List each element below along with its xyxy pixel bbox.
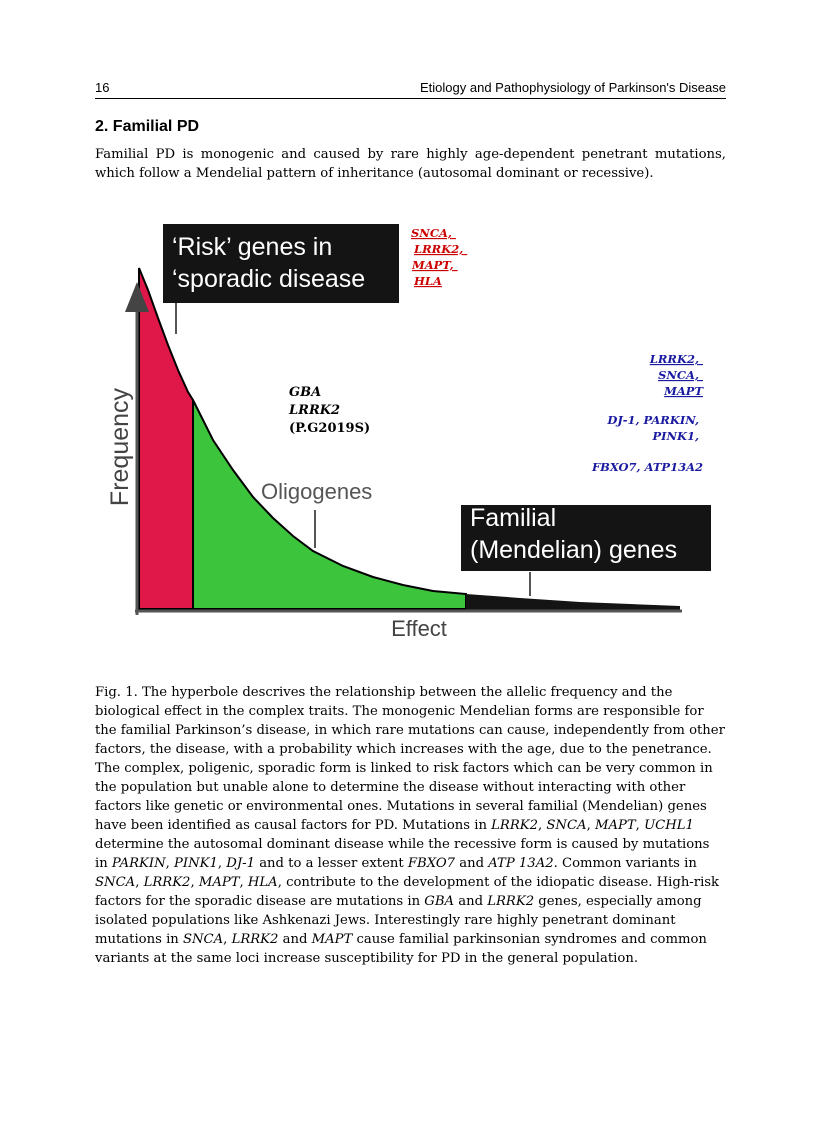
recessive-genes-line-1: DJ-1, PARKIN, bbox=[607, 413, 699, 427]
gene-name: LRRK2 bbox=[487, 894, 535, 909]
familial-box-line-2: (Mendelian) genes bbox=[470, 536, 678, 564]
risk-box-line-2: ‘sporadic disease bbox=[172, 265, 366, 293]
oligogene-lrrk2: LRRK2 bbox=[289, 403, 341, 418]
gene-name: PARKIN bbox=[111, 856, 166, 871]
gene-name: LRRK2 bbox=[143, 875, 191, 890]
gene-name: PINK1 bbox=[174, 856, 218, 871]
gene-name: MAPT bbox=[311, 932, 353, 947]
y-axis-label: Frequency bbox=[106, 387, 134, 507]
caption-text: genes, especially among isolated populations like Ashkenazi Jews. Interestingly rare highly penetrant dominant mutations in bbox=[95, 894, 702, 947]
risk-gene-hla: HLA bbox=[414, 274, 442, 288]
risk-region bbox=[139, 268, 193, 609]
familial-box-line-1: Familial bbox=[470, 504, 557, 532]
caption-text: determine the autosomal dominant disease while the recessive form is caused by mutations in bbox=[95, 837, 710, 871]
running-header bbox=[95, 80, 726, 99]
dominant-gene-snca: SNCA, bbox=[658, 368, 699, 382]
caption-text: , bbox=[165, 856, 175, 871]
caption-text: cause familial parkinsonian syndromes and common variants at the same loci increase susceptibility for PD in the general population. bbox=[95, 932, 707, 966]
page-number: 16 bbox=[95, 80, 110, 95]
caption-text: and to a lesser extent bbox=[255, 856, 408, 871]
dominant-gene-lrrk2: LRRK2, bbox=[649, 352, 699, 366]
risk-gene-mapt: MAPT, bbox=[412, 258, 454, 272]
caption-text: , contribute to the development of the idiopatic disease. High-risk factors for the sporadic disease are mutations in bbox=[95, 875, 720, 909]
gene-name: HLA bbox=[247, 875, 278, 890]
gene-name: UCHL1 bbox=[644, 818, 694, 833]
oligogene-list bbox=[288, 385, 370, 436]
running-title: Etiology and Pathophysiology of Parkinson's Disease bbox=[420, 80, 726, 95]
allelic-effect-figure bbox=[95, 210, 726, 650]
dominant-gene-list bbox=[649, 352, 705, 398]
gene-name: MAPT bbox=[594, 818, 636, 833]
oligogenes-label: Oligogenes bbox=[261, 479, 373, 504]
gene-name: SNCA bbox=[546, 818, 587, 833]
oligogene-gba: GBA bbox=[289, 385, 322, 400]
risk-box-line-1: ‘Risk’ genes in bbox=[172, 233, 333, 261]
gene-name: MAPT bbox=[198, 875, 240, 890]
gene-name: LRRK2 bbox=[231, 932, 279, 947]
risk-gene-list bbox=[411, 226, 467, 288]
caption-text: , bbox=[217, 856, 227, 871]
x-axis-label: Effect bbox=[391, 616, 447, 641]
caption-text: , bbox=[635, 818, 645, 833]
caption-text: , bbox=[190, 875, 199, 890]
caption-text: , bbox=[538, 818, 547, 833]
recessive-gene-list bbox=[591, 413, 703, 474]
dominant-gene-mapt: MAPT bbox=[664, 384, 703, 398]
other-genes: FBXO7, ATP13A2 bbox=[591, 460, 703, 474]
gene-name: LRRK2 bbox=[491, 818, 538, 833]
risk-gene-lrrk2: LRRK2, bbox=[414, 242, 464, 256]
section-title: 2. Familial PD bbox=[95, 118, 200, 135]
oligogene-variant: (P.G2019S) bbox=[289, 421, 371, 436]
caption-text: . Common variants in bbox=[553, 856, 697, 871]
recessive-genes-line-2: PINK1, bbox=[652, 429, 699, 443]
gene-name: ATP 13A2 bbox=[488, 856, 554, 871]
figure-caption bbox=[95, 683, 726, 968]
caption-text: and bbox=[455, 856, 489, 871]
caption-text: and bbox=[454, 894, 488, 909]
caption-text: Fig. 1. The hyperbole descrives the relationship between the allelic frequency and the biological effect in the complex traits. The monogenic Mendelian forms are responsible for the familial Parkinson’s disease, in which rare mutations can cause, independently from other factors, the disease, with a probability which increases with the age, due to the penetrance. The complex, poligenic, sporadic form is linked to risk factors which can be very common in the population but unable alone to determine the disease without interacting with other factors like genetic or environmental ones. Mutations in several familial (Mendelian) genes have been identified as causal factors for PD. Mutations in bbox=[95, 685, 725, 833]
gene-name: DJ-1 bbox=[226, 856, 255, 871]
gene-name: SNCA bbox=[182, 932, 224, 947]
familial-region bbox=[466, 594, 680, 611]
section-intro: Familial PD is monogenic and caused by rare highly age-dependent penetrant mutations, which follow a Mendelial pattern of inheritance (autosomal dominant or recessive). bbox=[95, 147, 726, 181]
caption-text: , bbox=[586, 818, 595, 833]
gene-name: SNCA bbox=[95, 875, 136, 890]
caption-text: , bbox=[223, 932, 232, 947]
caption-text: and bbox=[278, 932, 312, 947]
caption-text: , bbox=[239, 875, 248, 890]
risk-gene-snca: SNCA, bbox=[411, 226, 452, 240]
gene-name: FBXO7 bbox=[407, 856, 456, 871]
caption-text: , bbox=[135, 875, 144, 890]
gene-name: GBA bbox=[424, 894, 455, 909]
